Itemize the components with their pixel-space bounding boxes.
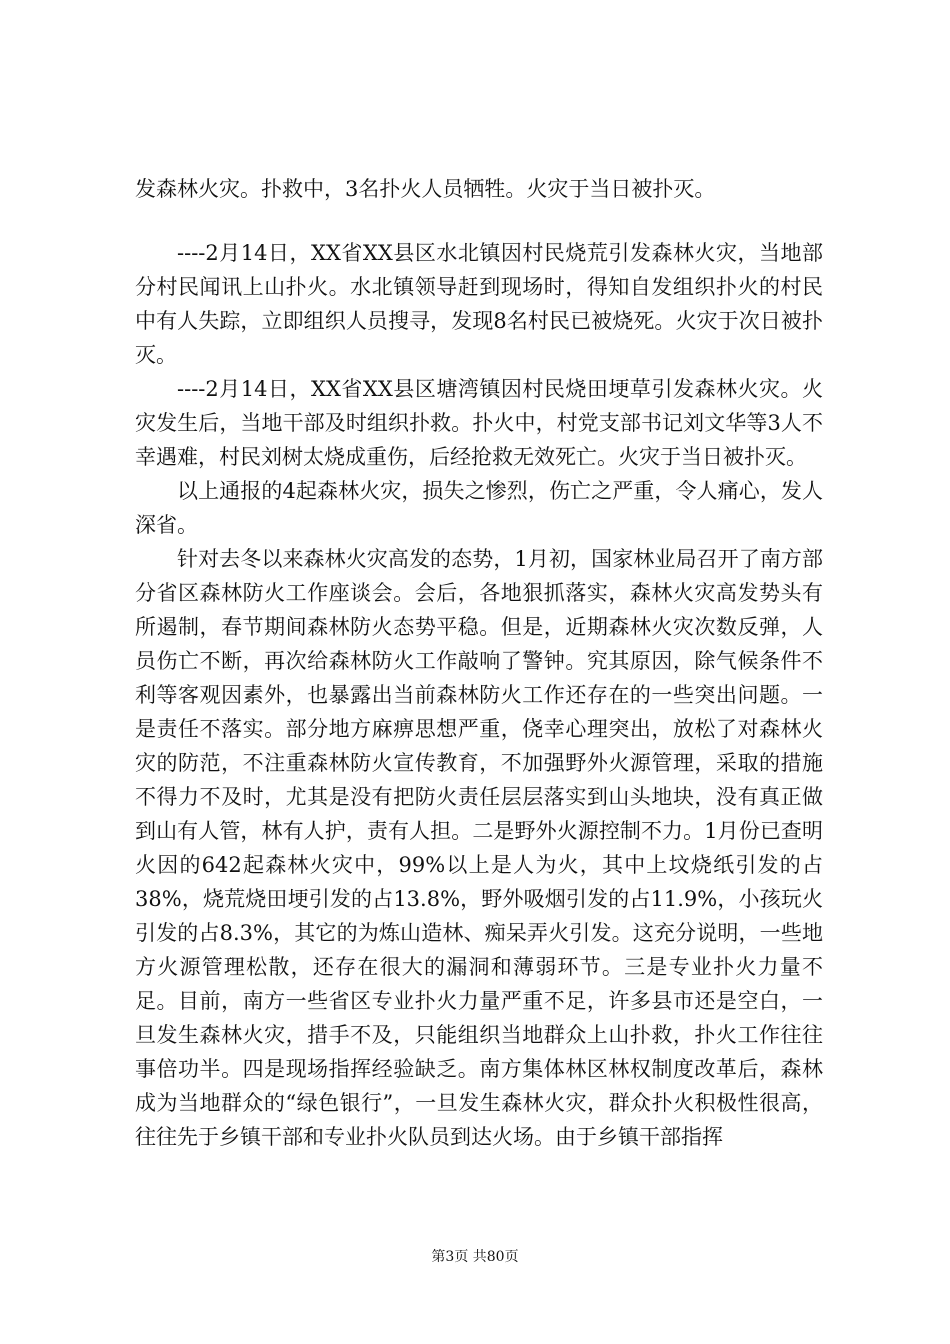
paragraph-gap (135, 206, 823, 236)
document-body (135, 172, 823, 1154)
paragraph-summary: 以上通报的4起森林火灾，损失之惨烈，伤亡之严重，令人痛心，发人深省。 (135, 479, 823, 537)
paragraph-analysis: 针对去冬以来森林火灾高发的态势，1月初，国家林业局召开了南方部分省区森林防火工作座谈会。会后，各地狠抓落实，森林火灾高发势头有所遏制，春节期间森林防火态势平稳。但是，近期森林火灾次数反弹，人员伤亡不断，再次给森林防火工作敲响了警钟。究其原因，除气候条件不利等客观因素外，也暴露出当前森林防火工作还存在的一些突出问题。一是责任不落实。部分地方麻痹思想严重，侥幸心理突出，放松了对森林火灾的防范，不注重森林防火宣传教育，不加强野外火源管理，采取的措施不得力不及时，尤其是没有把防火责任层层落实到山头地块，没有真正做到山有人管，林有人护，责有人担。二是野外火源控制不力。1月份已查明火因的642起森林火灾中，99%以上是人为火，其中上坟烧纸引发的占38%，烧荒烧田埂引发的占13.8%，野外吸烟引发的占11.9%，小孩玩火引发的占8.3%，其它的为炼山造林、痴呆弄火引发。这充分说明，一些地方火源管理松散，还存在很大的漏洞和薄弱环节。三是专业扑火力量不足。目前，南方一些省区专业扑火力量严重不足，许多县市还是空白，一旦发生森林火灾，措手不及，只能组织当地群众上山扑救，扑火工作往往事倍功半。四是现场指挥经验缺乏。南方集体林区林权制度改革后，森林成为当地群众的“绿色银行”，一旦发生森林火灾，群众扑火积极性很高，往往先于乡镇干部和专业扑火队员到达火场。由于乡镇干部指挥 (135, 547, 823, 1149)
paragraph-tangwan-fire: ----2月14日，XX省XX县区塘湾镇因村民烧田埂草引发森林火灾。火灾发生后，当地干部及时组织扑救。扑火中，村党支部书记刘文华等3人不幸遇难，村民刘树太烧成重伤，后经抢救无效死亡。火灾于当日被扑灭。 (135, 377, 823, 469)
paragraph-shuibei-fire: ----2月14日，XX省XX县区水北镇因村民烧荒引发森林火灾，当地部分村民闻讯上山扑火。水北镇领导赶到现场时，得知自发组织扑火的村民中有人失踪，立即组织人员搜寻，发现8名村民已被烧死。火灾于次日被扑灭。 (135, 241, 823, 367)
page-number-footer: 第3页 共80页 (431, 1249, 519, 1265)
paragraph-continuation: 发森林火灾。扑救中，3名扑火人员牺牲。火灾于当日被扑灭。 (135, 177, 716, 201)
